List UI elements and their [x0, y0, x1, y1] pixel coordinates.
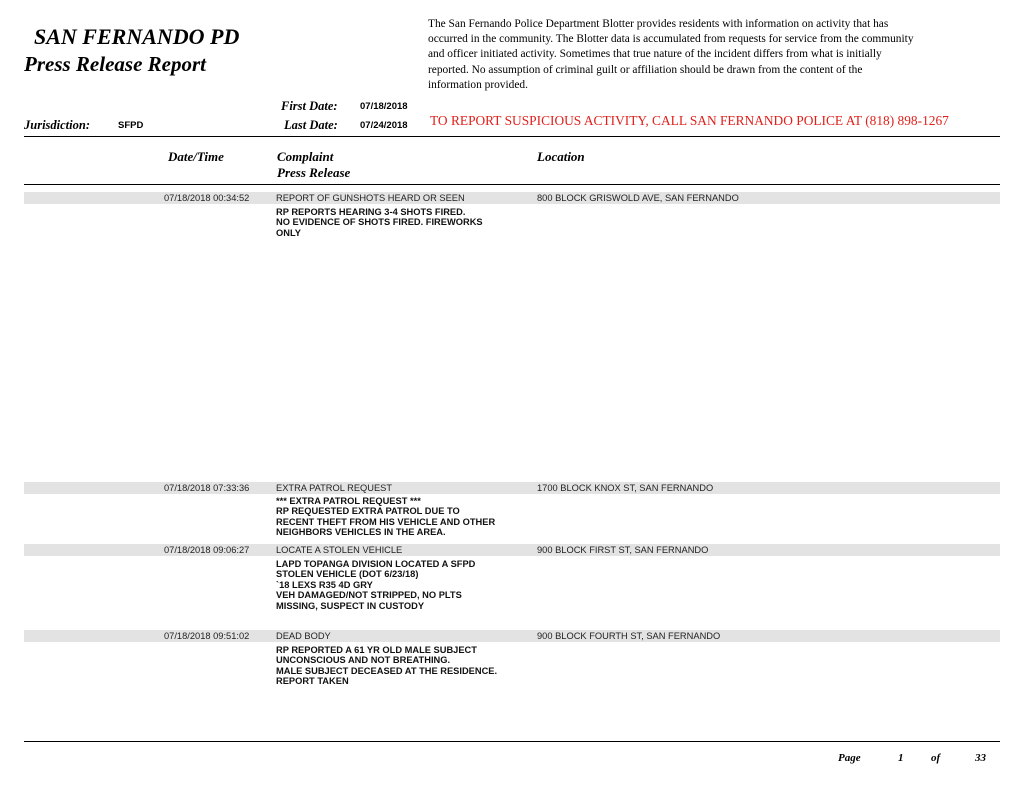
description-line: *** EXTRA PATROL REQUEST ***	[276, 496, 421, 506]
report-title: Press Release Report	[24, 52, 206, 76]
disclaimer-line: The San Fernando Police Department Blotter provides residents with information on activity that has	[428, 18, 889, 30]
page-label: Page	[838, 752, 861, 764]
first-date-label: First Date:	[281, 99, 338, 113]
record-location: 900 BLOCK FIRST ST, SAN FERNANDO	[537, 545, 709, 555]
description-line: NO EVIDENCE OF SHOTS FIRED. FIREWORKS	[276, 217, 483, 228]
report-notice: TO REPORT SUSPICIOUS ACTIVITY, CALL SAN FERNANDO POLICE AT (818) 898-1267	[430, 113, 949, 128]
col-location: Location	[537, 149, 585, 164]
record-location: 800 BLOCK GRISWOLD AVE, SAN FERNANDO	[537, 193, 739, 203]
of-label: of	[931, 752, 941, 764]
description-line: NEIGHBORS VEHICLES IN THE AREA.	[276, 527, 446, 538]
col-datetime: Date/Time	[168, 149, 224, 164]
description-line: REPORT TAKEN	[276, 676, 349, 687]
record-description	[276, 645, 497, 687]
org-name: SAN FERNANDO PD	[34, 24, 240, 49]
disclaimer-line: reported. No assumption of criminal guilt or affiliation should be drawn from the content of the	[428, 63, 863, 76]
description-line: ONLY	[276, 227, 301, 238]
record-description	[276, 559, 475, 611]
record-complaint: DEAD BODY	[276, 631, 331, 641]
last-date-value: 07/24/2018	[360, 120, 408, 131]
record-description	[276, 496, 495, 538]
col-complaint: Complaint	[277, 149, 334, 164]
disclaimer	[428, 17, 988, 93]
record-datetime: 07/18/2018 00:34:52	[164, 193, 250, 203]
record-location: 1700 BLOCK KNOX ST, SAN FERNANDO	[537, 483, 714, 493]
description-line: RP REQUESTED EXTRA PATROL DUE TO	[276, 506, 460, 517]
description-line: MALE SUBJECT DECEASED AT THE RESIDENCE.	[276, 665, 498, 676]
jurisdiction-label: Jurisdiction:	[24, 118, 90, 132]
disclaimer-line: occurred in the community. The Blotter data is accumulated from requests for service from the community	[428, 33, 914, 46]
record-complaint: LOCATE A STOLEN VEHICLE	[276, 545, 403, 555]
record-description	[276, 207, 483, 238]
disclaimer-line: information provided.	[428, 78, 528, 91]
description-line: RP REPORTED A 61 YR OLD MALE SUBJECT	[276, 645, 477, 655]
record-complaint: REPORT OF GUNSHOTS HEARD OR SEEN	[276, 193, 465, 203]
description-line: UNCONSCIOUS AND NOT BREATHING.	[276, 655, 451, 666]
page-number: 1	[898, 752, 904, 764]
disclaimer-line: and officer initiated activity. Sometimes that true nature of the incident differs from what is initially	[428, 48, 882, 61]
description-line: MISSING, SUSPECT IN CUSTODY	[276, 600, 425, 611]
record-complaint: EXTRA PATROL REQUEST	[276, 483, 393, 493]
record-datetime: 07/18/2018 09:06:27	[164, 545, 250, 555]
record-datetime: 07/18/2018 07:33:36	[164, 483, 250, 493]
description-line: STOLEN VEHICLE (DOT 6/23/18)	[276, 569, 419, 580]
header-rule	[24, 136, 1000, 137]
column-rule	[24, 184, 1000, 185]
description-line: RP REPORTS HEARING 3-4 SHOTS FIRED.	[276, 207, 466, 217]
description-line: `18 LEXS R35 4D GRY	[276, 579, 373, 590]
first-date-value: 07/18/2018	[360, 101, 408, 112]
col-press-release: Press Release	[277, 165, 351, 180]
footer-rule	[24, 741, 1000, 742]
jurisdiction-value: SFPD	[118, 120, 144, 131]
total-pages: 33	[975, 752, 986, 764]
description-line: LAPD TOPANGA DIVISION LOCATED A SFPD	[276, 559, 476, 569]
description-line: RECENT THEFT FROM HIS VEHICLE AND OTHER	[276, 516, 496, 527]
record-datetime: 07/18/2018 09:51:02	[164, 631, 250, 641]
description-line: VEH DAMAGED/NOT STRIPPED, NO PLTS	[276, 590, 462, 601]
last-date-label: Last Date:	[284, 118, 338, 132]
record-location: 900 BLOCK FOURTH ST, SAN FERNANDO	[537, 631, 721, 641]
